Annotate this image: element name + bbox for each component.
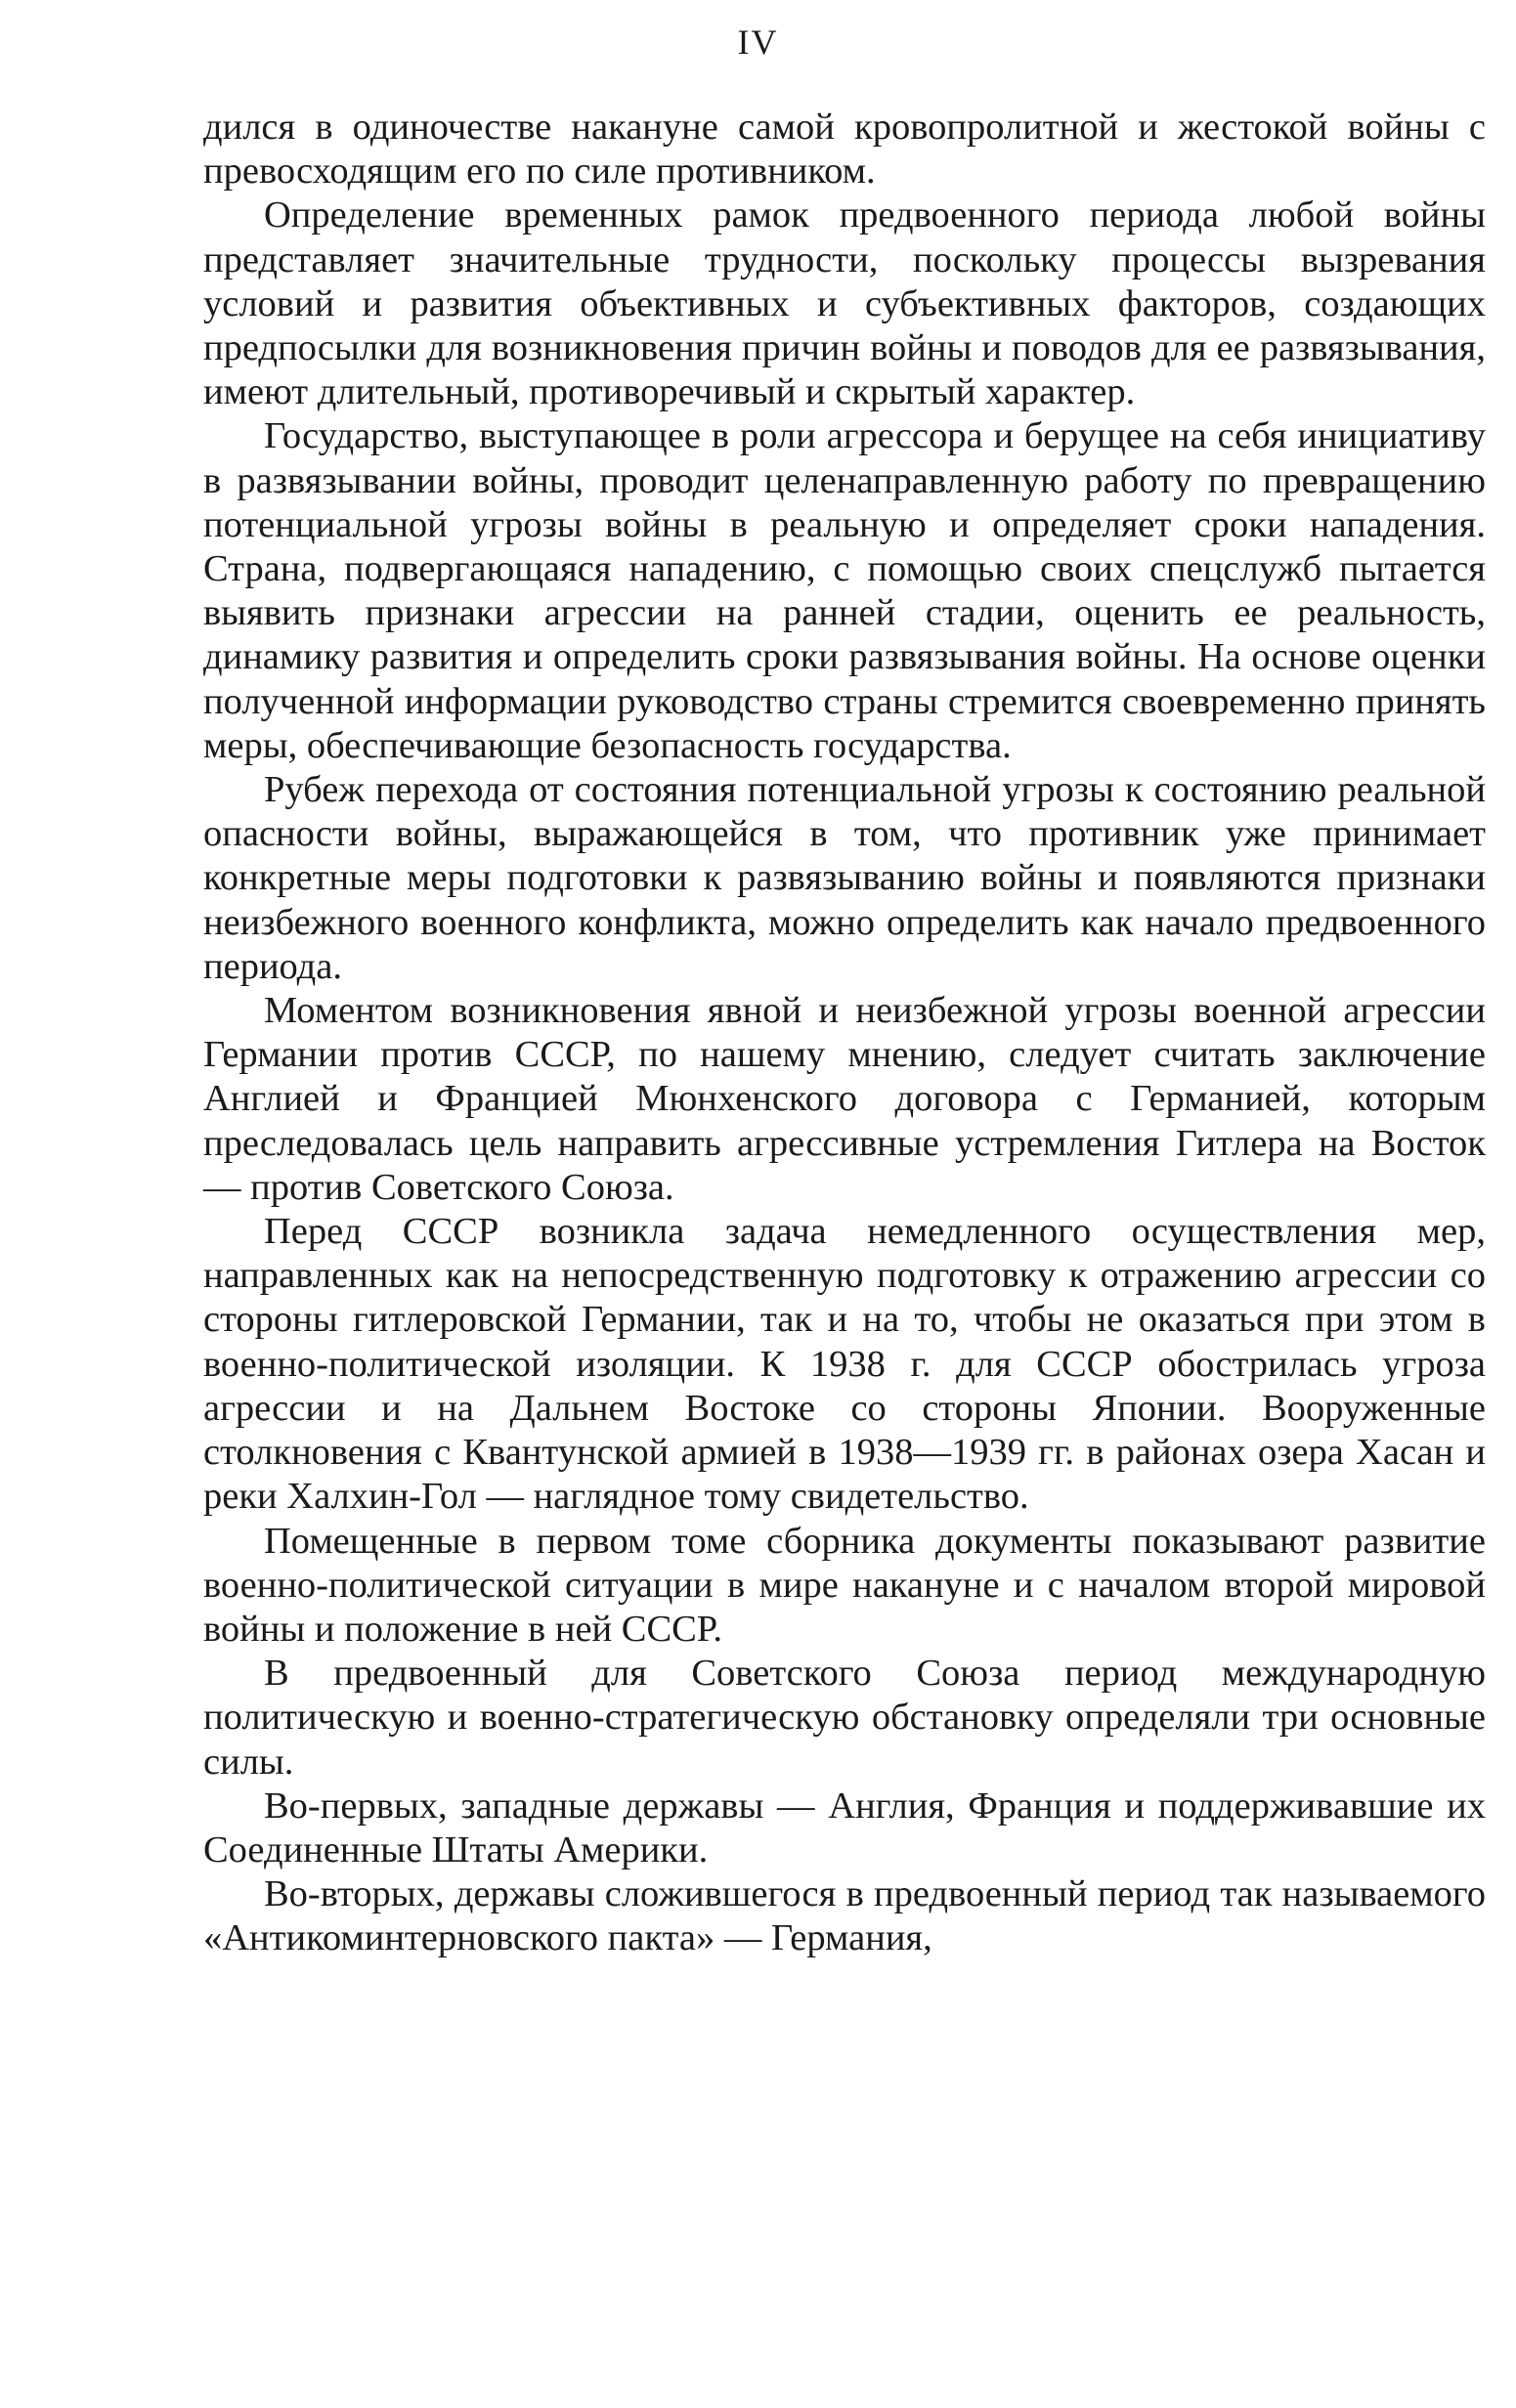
paragraph: Перед СССР возникла задача немедленного осуществления мер, направленных как на непосредственную подготовку к отражению агрессии со стороны гитлеровской Германии, так и на то, чтобы не оказаться при этом в военно-политической изоляции. К 1938 г. для СССР обострилась угроза агрессии и на Дальнем Востоке со стороны Японии. Вооруженные столкновения с Квантунской армией в 1938—1939 гг. в районах озера Хасан и реки Халхин-Гол — наглядное тому свидетельство. xyxy=(203,1211,1486,1518)
paragraph: Государство, выступающее в роли агрессора и берущее на себя инициативу в развязывании войны, проводит целенаправленную работу по превращению потенциальной угрозы войны в реальную и определяет сроки нападения. Страна, подвергающаяся нападению, с помощью своих спецслужб пытается выявить признаки агрессии на ранней стадии, оценить ее реальность, динамику развития и определить сроки развязывания войны. На основе оценки полученной информации руководство страны стремится своевременно принять меры, обеспечивающие безопасность государства. xyxy=(203,415,1486,766)
paragraph: Определение временных рамок предвоенного периода любой войны представляет значительные трудности, поскольку процессы вызревания условий и развития объективных и субъективных факторов, создающих предпосылки для возникновения причин войны и поводов для ее развязывания, имеют длительный, противоречивый и скрытый характер. xyxy=(203,194,1486,413)
paragraph: Во-первых, западные державы — Англия, Франция и поддерживавшие их Соединенные Штаты Америки. xyxy=(203,1784,1486,1870)
paragraph: Во-вторых, державы сложившегося в предвоенный период так называемого «Антикоминтерновского пакта» — Германия, xyxy=(203,1873,1486,1959)
paragraph: Помещенные в первом томе сборника документы показывают развитие военно-политической ситуации в мире накануне и с началом второй мировой войны и положение в ней СССР. xyxy=(203,1520,1486,1650)
text-body xyxy=(203,106,1486,1961)
paragraph: В предвоенный для Советского Союза период международную политическую и военно-стратегическую обстановку определяли три основные силы. xyxy=(203,1653,1486,1783)
paragraph-continuation: дился в одиночестве накануне самой кровопролитной и жестокой войны с превосходящим его по силе противником. xyxy=(203,107,1486,193)
page-number: IV xyxy=(737,22,779,62)
paragraph: Моментом возникновения явной и неизбежной угрозы военной агрессии Германии против СССР, по нашему мнению, следует считать заключение Англией и Францией Мюнхенского договора с Германией, которым преследовалась цель направить агрессивные устремления Гитлера на Восток — против Советского Союза. xyxy=(203,990,1486,1208)
paragraph: Рубеж перехода от состояния потенциальной угрозы к состоянию реальной опасности войны, выражающейся в том, что противник уже принимает конкретные меры подготовки к развязыванию войны и появляются признаки неизбежного военного конфликта, можно определить как начало предвоенного периода. xyxy=(203,769,1486,987)
